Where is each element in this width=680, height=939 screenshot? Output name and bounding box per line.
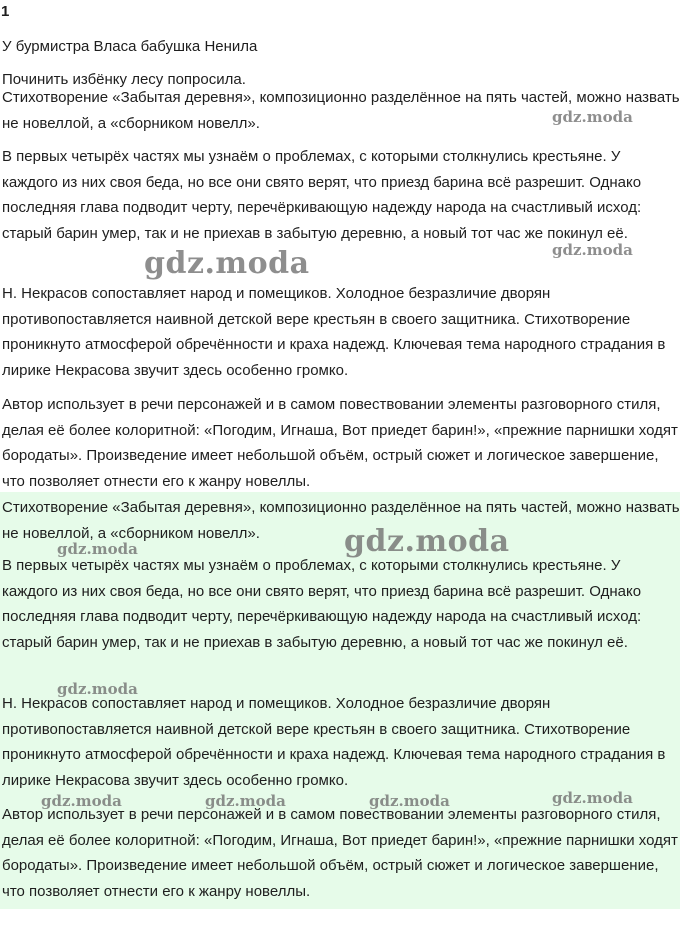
watermark: gdz.moda xyxy=(552,241,633,259)
answer-paragraph: Н. Некрасов сопоставляет народ и помещиков. Холодное безразличие дворян противопоставляется наивной детской вере крестьян в своего защитника. Стихотворение проникнуто атмосферой обречённости и краха надежд. Ключевая тема народного страдания в лирике Некрасова звучит здесь особенно громко. xyxy=(2,285,666,379)
answer-paragraph: В первых четырёх частях мы узнаём о проблемах, с которыми столкнулись крестьяне. У каждого из них своя беда, но все они свято верят, что приезд барина всё разрешит. Однако последняя глава подводит черту, перечёркивающую надежду народа на счастливый исход: старый барин умер, так и не приехав в забытую деревню, а новый тот час же покинул её. xyxy=(2,557,642,651)
watermark: gdz.moda xyxy=(57,540,138,558)
poem-line: У бурмистра Власа бабушка Ненила xyxy=(2,38,258,55)
answer-paragraph: Н. Некрасов сопоставляет народ и помещиков. Холодное безразличие дворян противопоставляется наивной детской вере крестьян в своего защитника. Стихотворение проникнуто атмосферой обречённости и краха надежд. Ключевая тема народного страдания в лирике Некрасова звучит здесь особенно громко. xyxy=(2,695,666,789)
watermark: gdz.moda xyxy=(552,789,633,807)
watermark: gdz.moda xyxy=(57,680,138,698)
answer-paragraph: Автор использует в речи персонажей и в самом повествовании элементы разговорного стиля, делая её более колоритной: «Погодим, Игнаша, Вот приедет барин!», «прежние парнишки ходят бородаты». Произведение имеет небольшой объём, острый сюжет и логическое завершение, что позволяет отнести его к жанру новеллы. xyxy=(2,396,678,490)
watermark: gdz.moda xyxy=(144,246,310,281)
watermark: gdz.moda xyxy=(41,792,122,810)
watermark: gdz.moda xyxy=(344,524,510,559)
answer-paragraph: Стихотворение «Забытая деревня», композиционно разделённое на пять частей, можно назвать не новеллой, а «сборником новелл». xyxy=(2,89,680,132)
task-number: 1 xyxy=(1,3,10,20)
poem-line-clipped: Починить избёнку лесу попросила. xyxy=(2,71,246,87)
answer-paragraph: Автор использует в речи персонажей и в самом повествовании элементы разговорного стиля, делая её более колоритной: «Погодим, Игнаша, Вот приедет барин!», «прежние парнишки ходят бородаты». Произведение имеет небольшой объём, острый сюжет и логическое завершение, что позволяет отнести его к жанру новеллы. xyxy=(2,806,678,900)
answer-paragraph: В первых четырёх частях мы узнаём о проблемах, с которыми столкнулись крестьяне. У каждого из них своя беда, но все они свято верят, что приезд барина всё разрешит. Однако последняя глава подводит черту, перечёркивающую надежду народа на счастливый исход: старый барин умер, так и не приехав в забытую деревню, а новый тот час же покинул её. xyxy=(2,148,642,242)
watermark: gdz.moda xyxy=(205,792,286,810)
watermark: gdz.moda xyxy=(369,792,450,810)
answer-paragraph: Стихотворение «Забытая деревня», композиционно разделённое на пять частей, можно назвать не новеллой, а «сборником новелл». xyxy=(2,499,680,542)
watermark: gdz.moda xyxy=(552,108,633,126)
